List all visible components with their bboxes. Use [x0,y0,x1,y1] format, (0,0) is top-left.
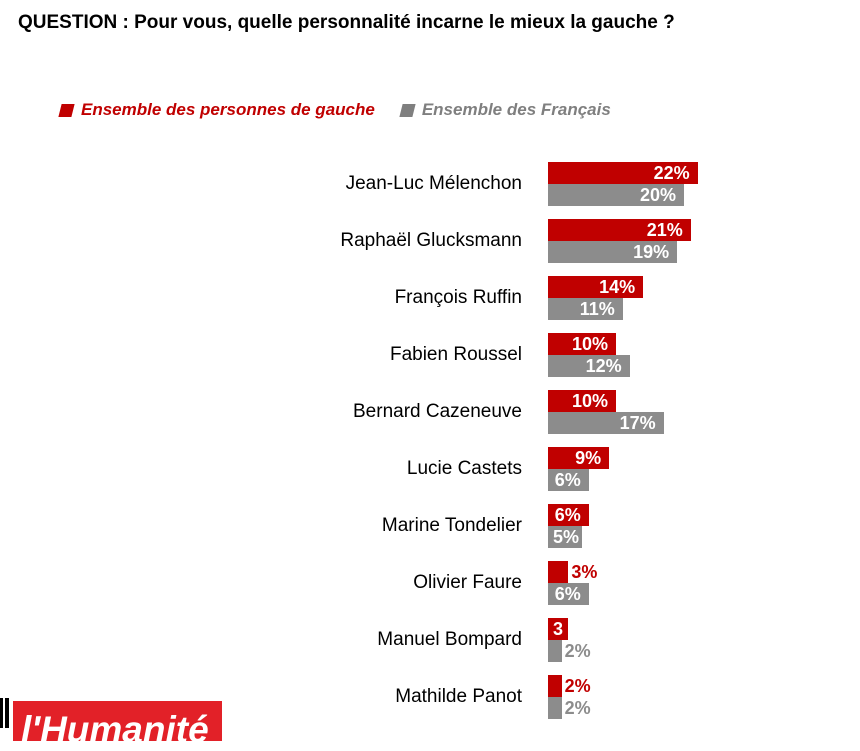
bar-value-label: 2% [564,698,591,718]
humanite-logo-text: l'Humanité [21,709,209,750]
category-label: Mathilde Panot [395,686,522,707]
chart-row [0,504,860,548]
category-label: François Ruffin [394,287,522,308]
category-label: Jean-Luc Mélenchon [345,173,522,194]
question-title: QUESTION : Pour vous, quelle personnalité incarne le mieux la gauche ? [18,12,675,33]
chart-row [0,390,860,434]
chart-row [0,333,860,377]
bar-value-label: 6% [554,470,581,490]
legend-label-gauche: Ensemble des personnes de gauche [81,100,375,119]
bar-francais [548,184,684,206]
bar-gauche [548,561,598,583]
chart-row [0,618,860,662]
bar-value-label: 10% [571,334,608,354]
bar-gauche [548,333,616,355]
bar-value-label: 3 [553,619,564,639]
category-label: Marine Tondelier [381,515,522,536]
bar-francais [548,469,589,491]
bar-gauche [548,219,691,241]
bar-gauche [548,390,616,412]
legend-marker-gray-icon [399,104,415,117]
bar-gauche [548,447,609,469]
bar-value-label: 2% [564,641,591,661]
bar-value-label: 12% [585,356,622,376]
bar-francais [548,697,591,719]
chart-row [0,447,860,491]
category-label: Fabien Roussel [389,344,522,365]
bar-gauche [548,618,568,640]
logo-black-bar [5,698,9,728]
humanite-logo [13,701,222,750]
bar-gauche [548,675,591,697]
bar-value-label: 6% [554,584,581,604]
bar-francais [548,355,630,377]
bar-value-label: 11% [579,299,615,319]
category-label: Bernard Cazeneuve [353,401,522,422]
bar-francais [548,241,677,263]
bar-value-label: 6% [554,505,581,525]
category-label: Olivier Faure [413,572,522,593]
bar-francais [548,526,582,548]
logo-black-bar [0,698,3,728]
category-label: Raphaël Glucksmann [340,230,522,251]
legend-marker-red-icon [58,104,74,117]
legend-label-francais: Ensemble des Français [421,100,611,119]
chart-row [0,162,860,206]
bar-francais [548,298,623,320]
bar-value-label: 10% [571,391,608,411]
bar-gauche [548,162,698,184]
chart-row [0,561,860,605]
bar-value-label: 3% [571,562,598,582]
bar-francais [548,583,589,605]
bar-value-label: 19% [633,242,670,262]
chart-row [0,219,860,263]
bar-value-label: 14% [599,277,636,297]
legend-item-gauche [60,100,375,120]
bar-value-label: 20% [639,185,676,205]
bar-value-label: 5% [553,527,580,547]
bar-value-label: 17% [619,413,656,433]
bar-value-label: 9% [575,448,602,468]
legend-item-francais [401,100,611,120]
bar-francais [548,412,664,434]
category-label: Manuel Bompard [377,629,522,650]
bar-chart [0,162,860,723]
legend [60,100,611,120]
bar-gauche [548,276,643,298]
category-label: Lucie Castets [406,458,522,479]
bar-value-label: 21% [646,220,683,240]
bar-value-label: 2% [564,676,591,696]
bar-francais [548,640,591,662]
chart-row [0,276,860,320]
bar-value-label: 22% [653,163,690,183]
bar-gauche [548,504,589,526]
